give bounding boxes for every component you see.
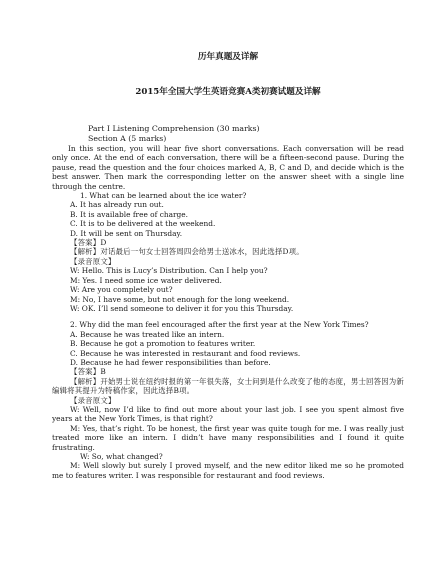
- q1-transcript-label: 【录音原文】: [70, 256, 116, 266]
- q2-question: 2. Why did the man feel encouraged after the first year at the New York Times?: [70, 320, 369, 330]
- q1-transcript-line: M: Yes. I need some ice water delivered.: [70, 275, 222, 285]
- q2-option-c: C. Because he was interested in restaurant and food reviews.: [70, 348, 301, 358]
- q2-transcript-line: M: Yes, that’s right. To be honest, the first year was quite tough for me. I was really just treated more like an intern. I didn’t have many responsibilities and I found it quite frustrating.: [52, 423, 404, 452]
- q2-transcript-line: W: Well, now I’d like to find out more about your last job. I see you spent almost five years at the New York Times, is that right?: [52, 404, 404, 424]
- q2-answer: 【答案】B: [70, 367, 106, 377]
- q2-transcript-line: W: So, what changed?: [80, 452, 163, 461]
- q2-analysis: 【解析】开始男士说在纽约时报的第一年很失落，女士问到是什么改变了他的态度，男士回答因为新编辑将其提升为特稿作家，因此选择B项。: [52, 376, 404, 396]
- q1-option-d: D. It will be sent on Thursday.: [70, 228, 183, 238]
- q2-option-b: B. Because he got a promotion to features writer.: [70, 339, 256, 349]
- part-heading: Part Ⅰ Listening Comprehension (30 marks): [88, 124, 260, 133]
- q1-transcript-line: W: Hello. This is Lucy’s Distribution. Can I help you?: [70, 266, 268, 276]
- spacer: [52, 313, 404, 320]
- q1-option-a: A. It has already run out.: [70, 200, 164, 210]
- q1-analysis: 【解析】对话最后一句女士回答周四会给男士送冰水，因此选择D项。: [70, 247, 304, 257]
- header-title: 历年真题及详解: [197, 52, 259, 62]
- q2-transcript-line: M: Well slowly but surely I proved myself, and the new editor liked me so he promoted me to features writer. I was responsible for restaurant and food reviews.: [52, 461, 404, 480]
- q2-transcript-label: 【录音原文】: [70, 395, 116, 405]
- q1-transcript-line: W: OK. I’ll send someone to deliver it for you this Thursday.: [70, 303, 294, 313]
- q1-question: 1. What can be learned about the ice water?: [80, 191, 247, 201]
- q1-answer: 【答案】D: [70, 238, 107, 248]
- q2-option-a: A. Because he was treated like an intern.: [70, 329, 225, 339]
- section-heading: Section A (5 marks): [88, 134, 167, 143]
- instructions: In this section, you will hear five short conversations. Each conversation will be read only once. At the end of each conversation, there will be a fifteen-second pause. During the pause, read the question and the four choices marked A, B, C and D, and decide which is the best answer. Then mark the corresponding letter on the answer sheet with a single line through the centre.: [52, 144, 404, 191]
- q1-transcript-line: W: Are you completely out?: [70, 285, 173, 295]
- q1-option-b: B. It is available free of charge.: [70, 209, 189, 219]
- q1-option-c: C. It is to be delivered at the weekend.: [70, 219, 216, 229]
- q2-option-d: D. Because he had fewer responsibilities than before.: [70, 357, 271, 367]
- exam-title: 2015年全国大学生英语竞赛A类初赛试题及详解: [135, 87, 321, 97]
- q1-transcript-line: M: No, I have some, but not enough for the long weekend.: [70, 294, 290, 304]
